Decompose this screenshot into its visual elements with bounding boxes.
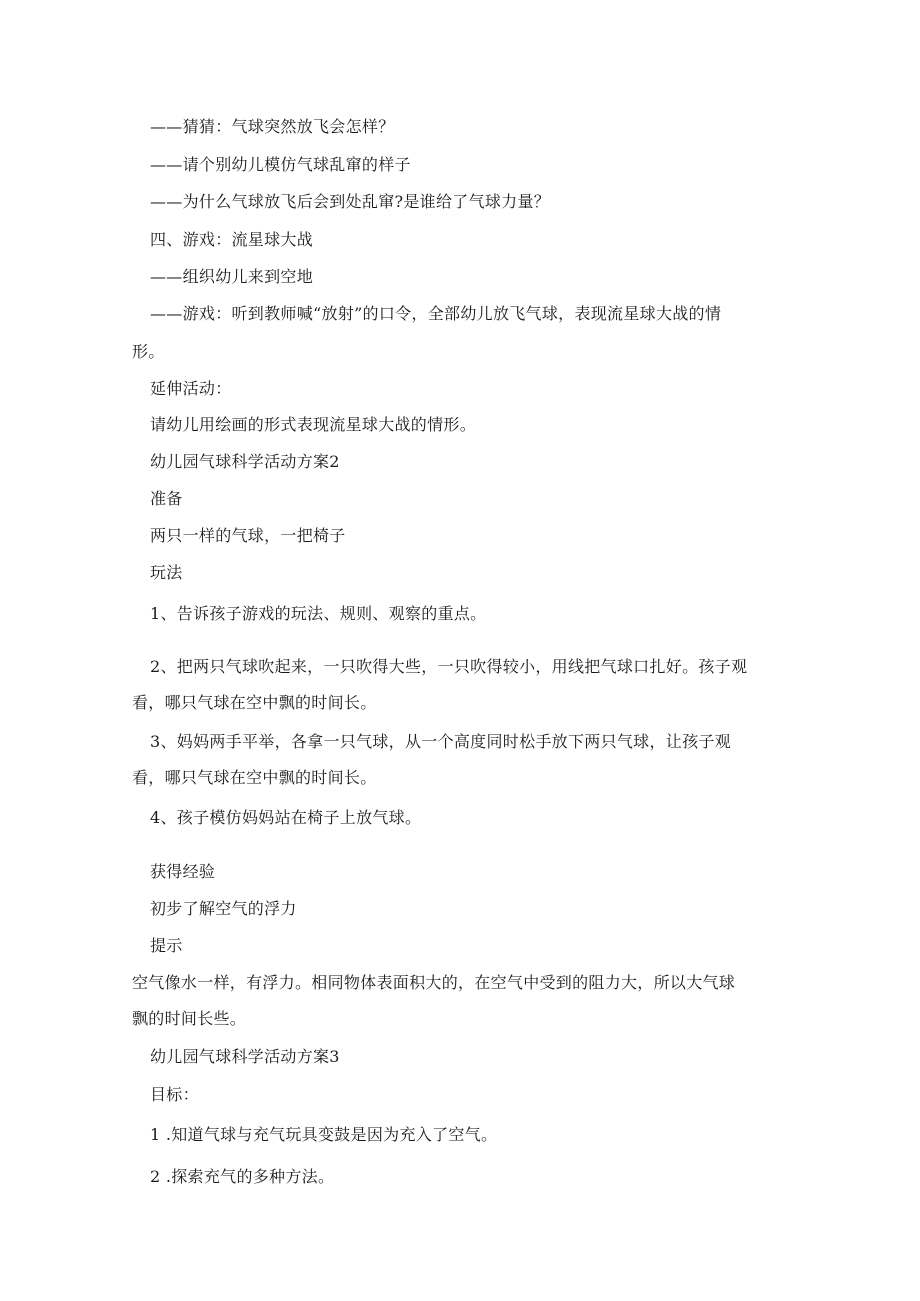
text-line-tips: 空气像水一样，有浮力。相同物体表面积大的，在空气中受到的阻力大，所以大气球 [132,973,736,992]
step-1: 1、告诉孩子游戏的玩法、规则、观察的重点。 [150,604,487,623]
text-line-game-rule: ——游戏：听到教师喊“放射”的口令，全部幼儿放飞气球，表现流星球大战的情 [150,304,722,323]
section-heading-extension: 延伸活动： [150,379,232,398]
text-line-tips-cont: 飘的时间长些。 [132,1009,247,1028]
text-line-imitate: ——请个别幼儿模仿气球乱窜的样子 [150,155,411,174]
text-line-game-rule-cont: 形。 [132,342,165,361]
text-line-organize: ——组织幼儿来到空地 [150,267,314,286]
section-heading-experience: 获得经验 [150,862,216,881]
text-line-why: ——为什么气球放飞后会到处乱窜?是谁给了气球力量？ [150,192,551,211]
section-heading-game: 四、游戏：流星球大战 [150,230,314,249]
section-heading-prepare: 准备 [150,489,183,508]
section-heading-tips: 提示 [150,936,183,955]
plan-title-3: 幼儿园气球科学活动方案3 [150,1047,340,1066]
plan-title-2: 幼儿园气球科学活动方案2 [150,452,340,471]
section-heading-goals: 目标： [150,1085,199,1104]
section-heading-play: 玩法 [150,563,183,582]
text-line-extension: 请幼儿用绘画的形式表现流星球大战的情形。 [150,415,477,434]
text-line-guess: ——猜猜：气球突然放飞会怎样？ [150,117,395,136]
step-3: 3、妈妈两手平举，各拿一只气球，从一个高度同时松手放下两只气球，让孩子观 [150,732,731,751]
goal-1: 1 .知道气球与充气玩具变鼓是因为充入了空气。 [150,1125,498,1144]
step-4: 4、孩子模仿妈妈站在椅子上放气球。 [150,808,422,827]
text-line-materials: 两只一样的气球，一把椅子 [150,526,346,545]
goal-2: 2 .探索充气的多种方法。 [150,1167,335,1186]
text-line-buoyancy: 初步了解空气的浮力 [150,899,297,918]
step-2-cont: 看，哪只气球在空中飘的时间长。 [132,693,377,712]
step-3-cont: 看，哪只气球在空中飘的时间长。 [132,768,377,787]
step-2: 2、把两只气球吹起来，一只吹得大些，一只吹得较小，用线把气球口扎好。孩子观 [150,657,748,676]
